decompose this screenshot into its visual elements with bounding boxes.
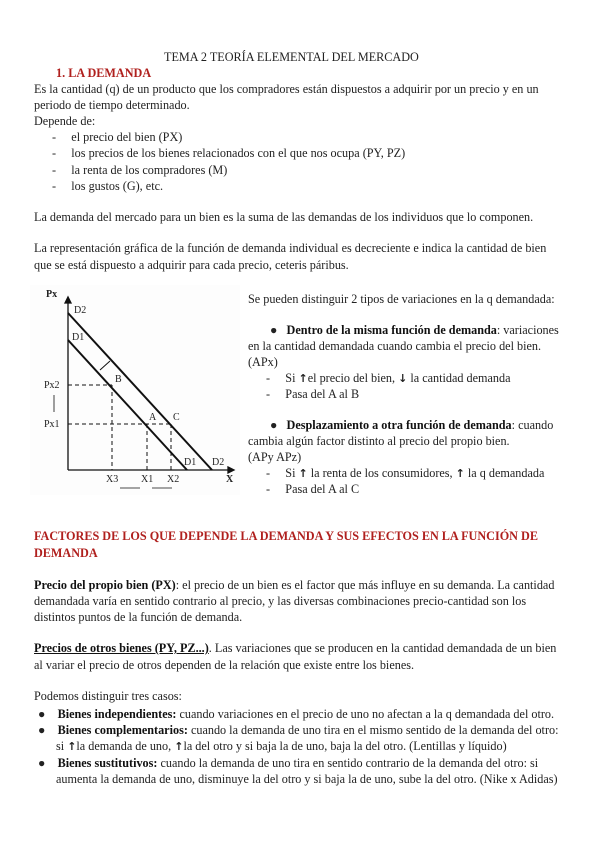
x1-label: X1	[141, 474, 154, 485]
up-arrow-icon: ↑	[298, 467, 308, 480]
bullet-item: ● Dentro de la misma función de demanda: variaciones	[270, 323, 559, 337]
paragraph: (APy APz)	[248, 450, 302, 464]
px2-label: Px2	[44, 380, 60, 391]
section-heading: FACTORES DE LOS QUE DEPENDE LA DEMANDA Y SUS EFECTOS EN LA FUNCIÓN DE	[34, 529, 538, 543]
paragraph: (APx)	[248, 355, 278, 369]
paragraph: La representación gráfica de la función de demanda individual es decreciente e indica la cantidad de bien	[34, 241, 547, 255]
paragraph: en la cantidad demandada cuando cambia el precio del bien.	[248, 339, 542, 353]
paragraph: cambia algún factor distinto al precio del propio bien.	[248, 434, 510, 448]
bullet-item: ● Bienes complementarios: cuando la demanda de uno tira en el mismo sentido de la demanda del otro:	[38, 723, 559, 737]
list-item: - los precios de los bienes relacionados con el que nos ocupa (PY, PZ)	[52, 146, 406, 160]
px1-label: Px1	[44, 419, 60, 430]
paragraph: Precios de otros bienes (PY, PZ...). Las variaciones que se producen en la cantidad demandada de un bien	[34, 641, 557, 655]
d1-label: D1	[72, 332, 85, 343]
down-arrow-icon: ↓	[398, 372, 408, 385]
section-heading: DEMANDA	[34, 546, 98, 560]
list-item: - la renta de los compradores (M)	[52, 163, 228, 177]
paragraph: Se pueden distinguir 2 tipos de variaciones en la q demandada:	[248, 292, 555, 306]
point-b: B	[115, 374, 122, 385]
paragraph: al variar el precio de otros dependen de la relación que existe entre los bienes.	[34, 658, 415, 672]
paragraph: periodo de tiempo determinado.	[34, 98, 190, 112]
point-c: C	[173, 412, 180, 423]
x3-label: X3	[106, 474, 119, 485]
list-item: - Pasa del A al C	[266, 482, 360, 496]
list-item: - Si ↑el precio del bien, ↓ la cantidad demanda	[266, 371, 511, 385]
bullet-item: ● Desplazamiento a otra función de demanda: cuando	[270, 418, 554, 432]
up-arrow-icon: ↑	[455, 467, 465, 480]
paragraph: aumenta la demanda de uno, disminuye la del otro y si baja la de uno, sube la del otro. (Nike x Adidas)	[56, 772, 558, 786]
paragraph: distintos puntos de la función de demanda.	[34, 610, 243, 624]
section-heading: 1. LA DEMANDA	[56, 66, 152, 80]
up-arrow-icon: ↑	[174, 740, 184, 753]
list-text: los precios de los bienes relacionados con el que nos ocupa (PY, PZ)	[71, 146, 406, 160]
list-item: - Pasa del A al B	[266, 387, 360, 401]
bold-term: Dentro de la misma función de demanda	[286, 323, 497, 337]
x2-label: X2	[167, 474, 180, 485]
paragraph: que se está dispuesto a adquirir para cada precio, ceteris páribus.	[34, 258, 349, 272]
document-title: TEMA 2 TEORÍA ELEMENTAL DEL MERCADO	[164, 50, 419, 64]
list-item: - el precio del bien (PX)	[52, 130, 183, 144]
d2-label: D2	[74, 305, 87, 316]
text: : variaciones	[496, 323, 559, 337]
list-item: - los gustos (G), etc.	[52, 179, 164, 193]
paragraph: Es la cantidad (q) de un producto que los compradores están dispuestos a adquirir por un precio y en un	[34, 82, 539, 96]
paragraph: Precio del propio bien (PX): el precio de un bien es el factor que más influye en su demanda. La cantidad	[34, 578, 555, 592]
list-text: los gustos (G), etc.	[71, 179, 164, 193]
d2-end-label: D2	[212, 457, 225, 468]
bullet-item: ● Bienes sustitutivos: cuando la demanda de uno tira en sentido contrario de la demanda del otro: si	[38, 756, 539, 770]
paragraph: si ↑la demanda de uno, ↑la del otro y si baja la de uno, baja la del otro. (Lentillas y líquido)	[56, 739, 507, 753]
bullet-item: ● Bienes independientes: cuando variaciones en el precio de uno no afectan a la q demandada del otro.	[38, 707, 555, 721]
list-text: el precio del bien (PX)	[71, 130, 183, 144]
up-arrow-icon: ↑	[298, 372, 308, 385]
paragraph: demandada varía en sentido contrario al precio, y las diversas combinaciones precio-cantidad son los	[34, 594, 527, 608]
d1-end-label: D1	[184, 457, 197, 468]
list-item: - Si ↑ la renta de los consumidores, ↑ la q demandada	[266, 466, 545, 480]
demand-diagram	[30, 285, 240, 495]
y-axis-label: Px	[46, 289, 58, 300]
paragraph: Depende de:	[34, 114, 96, 128]
paragraph: Podemos distinguir tres casos:	[34, 689, 182, 703]
list-text: la renta de los compradores (M)	[71, 163, 228, 177]
point-a: A	[149, 412, 157, 423]
bold-term: Desplazamiento a otra función de demanda	[286, 418, 512, 432]
up-arrow-icon: ↑	[67, 740, 77, 753]
paragraph: La demanda del mercado para un bien es la suma de las demandas de los individuos que lo componen.	[34, 210, 534, 224]
x-axis-label: X	[226, 474, 234, 485]
